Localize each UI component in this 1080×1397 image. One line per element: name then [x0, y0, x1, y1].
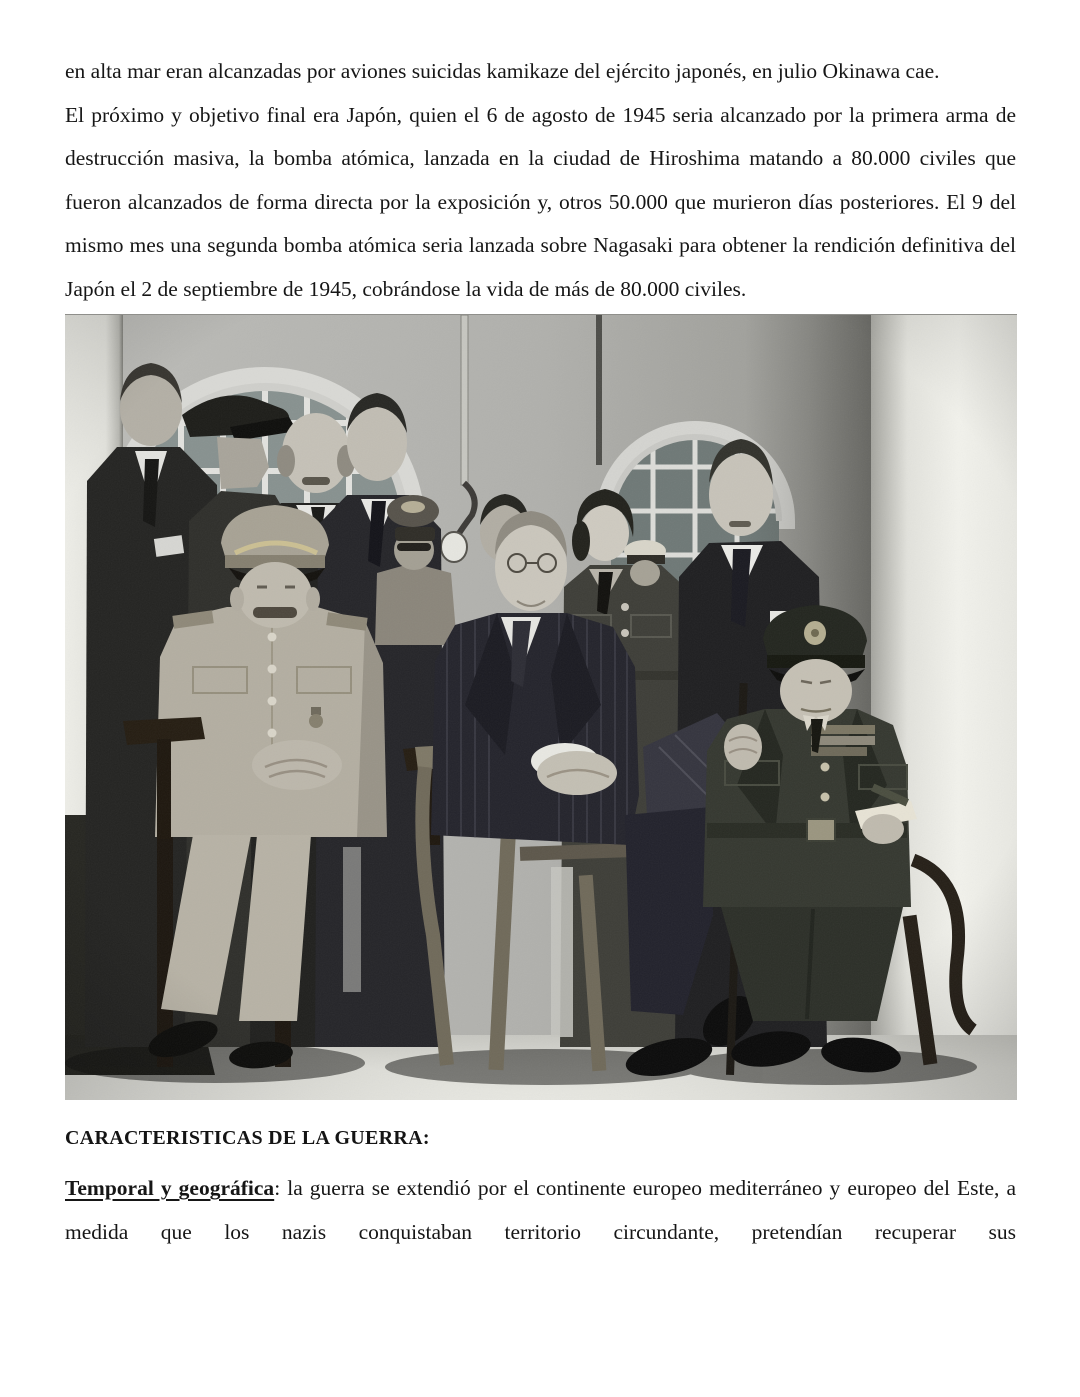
photo-grain [65, 315, 1017, 1100]
paragraph-lead-rest: : la guerra se extendió por el continente europeo mediterráneo y europeo del Este, a medida que los nazis conquistaban territorio circundante, pretendían recuperar sus [65, 1176, 1016, 1244]
tehran-conference-photo-art [65, 315, 1017, 1100]
paragraph-temporal-geografica [65, 1167, 1016, 1254]
section-heading: CARACTERISTICAS DE LA GUERRA: [65, 1127, 430, 1149]
paragraph-lead-term: Temporal y geográfica [65, 1176, 275, 1200]
paragraph-kamikaze: en alta mar eran alcanzadas por aviones suicidas kamikaze del ejército japonés, en julio Okinawa cae. [65, 59, 940, 83]
paragraph-atomic-bombs: El próximo y objetivo final era Japón, quien el 6 de agosto de 1945 seria alcanzado por la primera arma de destrucción masiva, la bomba atómica, lanzada en la ciudad de Hiroshima matando a 80.000 civiles que fueron alcanzados de forma directa por la exposición y, otros 50.000 que murieron días posteriores. El 9 del mismo mes una segunda bomba atómica seria lanzada sobre Nagasaki para obtener la rendición definitiva del Japón el 2 de septiembre de 1945, cobrándose la vida de más de 80.000 civiles. [65, 102, 1016, 301]
tehran-conference-photo [65, 314, 1017, 1100]
